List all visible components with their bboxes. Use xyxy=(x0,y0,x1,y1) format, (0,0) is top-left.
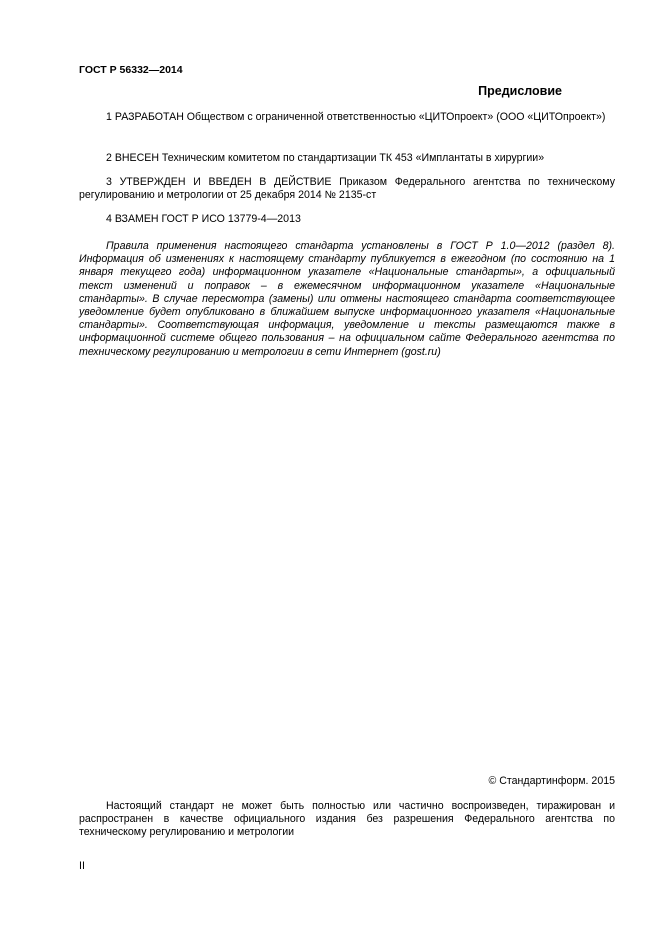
preface-heading-container xyxy=(79,84,614,98)
copyright-notice: © Стандартинформ. 2015 xyxy=(488,775,615,787)
preface-item-introduced: 2 ВНЕСЕН Техническим комитетом по стандартизации ТК 453 «Имплантаты в хирургии» xyxy=(106,152,545,164)
reproduction-notice: Настоящий стандарт не может быть полностью или частично воспроизведен, тиражирован и распространен в качестве официального издания без разрешения Федерального агентства по техническому регулированию и метрологии xyxy=(79,800,615,839)
preface-title: Предисловие xyxy=(478,84,562,98)
preface-item-approved: 3 УТВЕРЖДЕН И ВВЕДЕН В ДЕЙСТВИЕ Приказом Федерального агентства по техническому регулированию и метрологии от 25 декабря 2014 № 2135-ст xyxy=(79,176,615,202)
preface-item-replaces: 4 ВЗАМЕН ГОСТ Р ИСО 13779-4—2013 xyxy=(106,213,301,225)
preface-item-developed: 1 РАЗРАБОТАН Обществом с ограниченной ответственностью «ЦИТОпроект» (ООО «ЦИТОпроект») xyxy=(106,111,606,123)
document-code: ГОСТ Р 56332—2014 xyxy=(79,64,183,76)
application-rules-note: Правила применения настоящего стандарта установлены в ГОСТ Р 1.0—2012 (раздел 8). Информация об изменениях к настоящему стандарту публикуется в ежегодном (по состоянию на 1 января текущего года) информационном указателе «Национальные стандарты», а официальный текст изменений и поправок – в ежемесячном информационном указателе «Национальные стандарты». В случае пересмотра (замены) или отмены настоящего стандарта соответствующее уведомление будет опубликовано в ближайшем выпуске информационного указателя «Национальные стандарты». Соответствующая информация, уведомление и тексты размещаются также в информационной системе общего пользования – на официальном сайте Федерального агентства по техническому регулированию и метрологии в сети Интернет (gost.ru) xyxy=(79,240,615,358)
page-number: II xyxy=(79,860,85,872)
